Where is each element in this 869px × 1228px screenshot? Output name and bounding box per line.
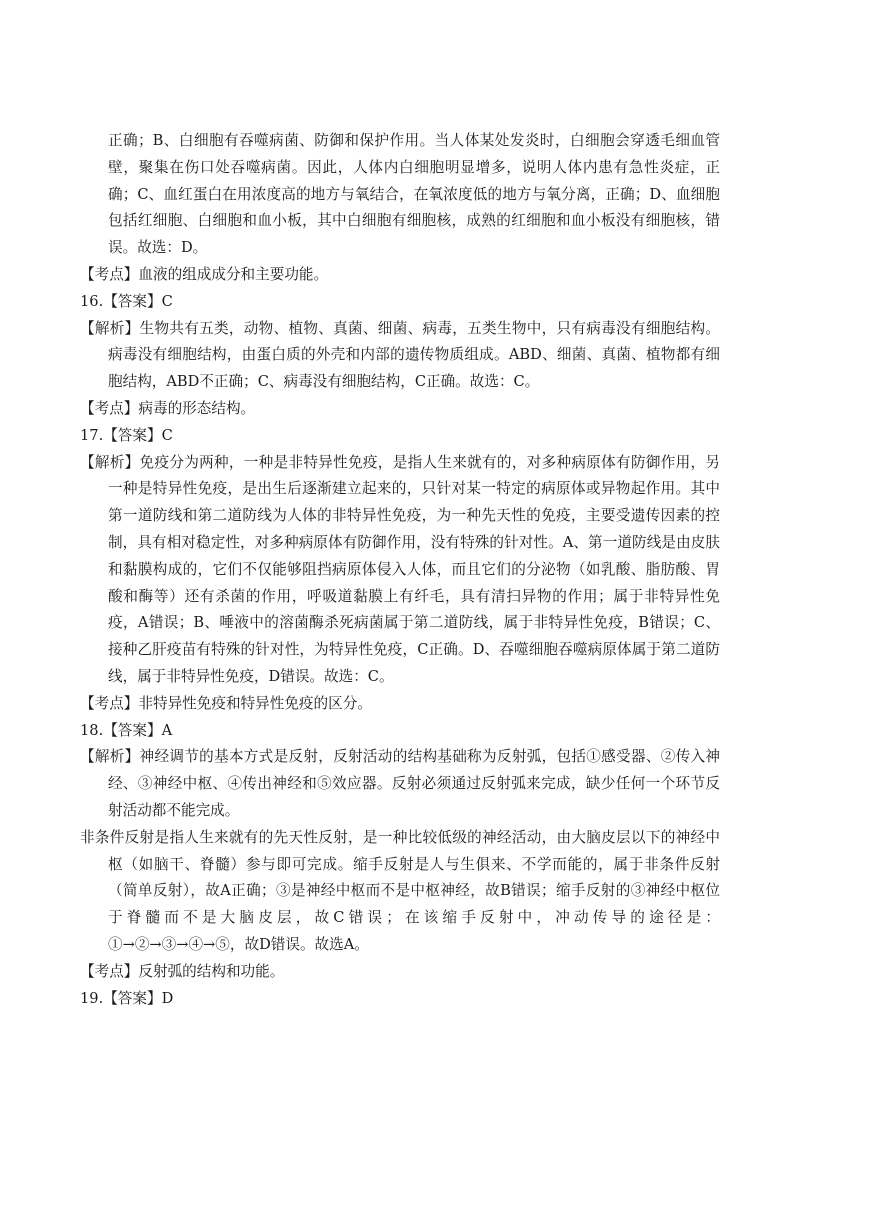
- knowledge-point-18: 【考点】反射弧的结构和功能。: [80, 962, 285, 980]
- analysis-18-continued: 非条件反射是指人生来就有的先天性反射，是一种比较低级的神经活动，由大脑皮层以下的神经中枢（如脑干、脊髓）参与即可完成。缩手反射是人与生俱来、不学而能的，属于非条件反射（简单反射），故A正确；③是神经中枢而不是中枢神经，故B错误；缩手反射的③神经中枢位于脊髓而不是大脑皮层，故C错误；在该缩手反射中，冲动传导的途径是：①→②→③→④→⑤，故D错误。故选A。: [80, 828, 720, 953]
- answer-17: 17.【答案】C: [80, 426, 173, 444]
- answer-explanations: [80, 128, 720, 1012]
- knowledge-point-16: 【考点】病毒的形态结构。: [80, 399, 256, 417]
- answer-19: 19.【答案】D: [80, 989, 174, 1007]
- knowledge-point-17: 【考点】非特异性免疫和特异性免疫的区分。: [80, 694, 372, 712]
- answer-16: 16.【答案】C: [80, 292, 173, 310]
- answer-18: 18.【答案】A: [80, 721, 173, 739]
- analysis-18: 【解析】神经调节的基本方式是反射，反射活动的结构基础称为反射弧，包括①感受器、②传入神经、③神经中枢、④传出神经和⑤效应器。反射必须通过反射弧来完成，缺少任何一个环节反射活动都不能完成。: [80, 748, 720, 819]
- analysis-16: 【解析】生物共有五类，动物、植物、真菌、细菌、病毒，五类生物中，只有病毒没有细胞结构。病毒没有细胞结构，由蛋白质的外壳和内部的遗传物质组成。ABD、细菌、真菌、植物都有细胞结构，ABD不正确；C、病毒没有细胞结构，C正确。故选：C。: [80, 319, 720, 391]
- analysis-continuation-15: 正确；B、白细胞有吞噬病菌、防御和保护作用。当人体某处发炎时，白细胞会穿透毛细血管壁，聚集在伤口处吞噬病菌。因此，人体内白细胞明显增多，说明人体内患有急性炎症，正确；C、血红蛋白在用浓度高的地方与氧结合，在氧浓度低的地方与氧分离，正确；D、血细胞包括红细胞、白细胞和血小板，其中白细胞有细胞核，成熟的红细胞和血小板没有细胞核，错误。故选：D。: [108, 132, 720, 257]
- knowledge-point-15: 【考点】血液的组成成分和主要功能。: [80, 265, 329, 283]
- analysis-17: 【解析】免疫分为两种，一种是非特异性免疫，是指人生来就有的，对多种病原体有防御作用，另一种是特异性免疫，是出生后逐渐建立起来的，只针对某一特定的病原体或异物起作用。其中第一道防线和第二道防线为人体的非特异性免疫，为一种先天性的免疫，主要受遗传因素的控制，具有相对稳定性，对多种病原体有防御作用，没有特殊的针对性。A、第一道防线是由皮肤和黏膜构成的，它们不仅能够阻挡病原体侵入人体，而且它们的分泌物（如乳酸、脂肪酸、胃酸和酶等）还有杀菌的作用，呼吸道黏膜上有纤毛，具有清扫异物的作用；属于非特异性免疫，A错误；B、唾液中的溶菌酶杀死病菌属于第二道防线，属于非特异性免疫，B错误；C、接种乙肝疫苗有特殊的针对性，为特异性免疫，C正确。D、吞噬细胞吞噬病原体属于第二道防线，属于非特异性免疫，D错误。故选：C。: [80, 453, 720, 685]
